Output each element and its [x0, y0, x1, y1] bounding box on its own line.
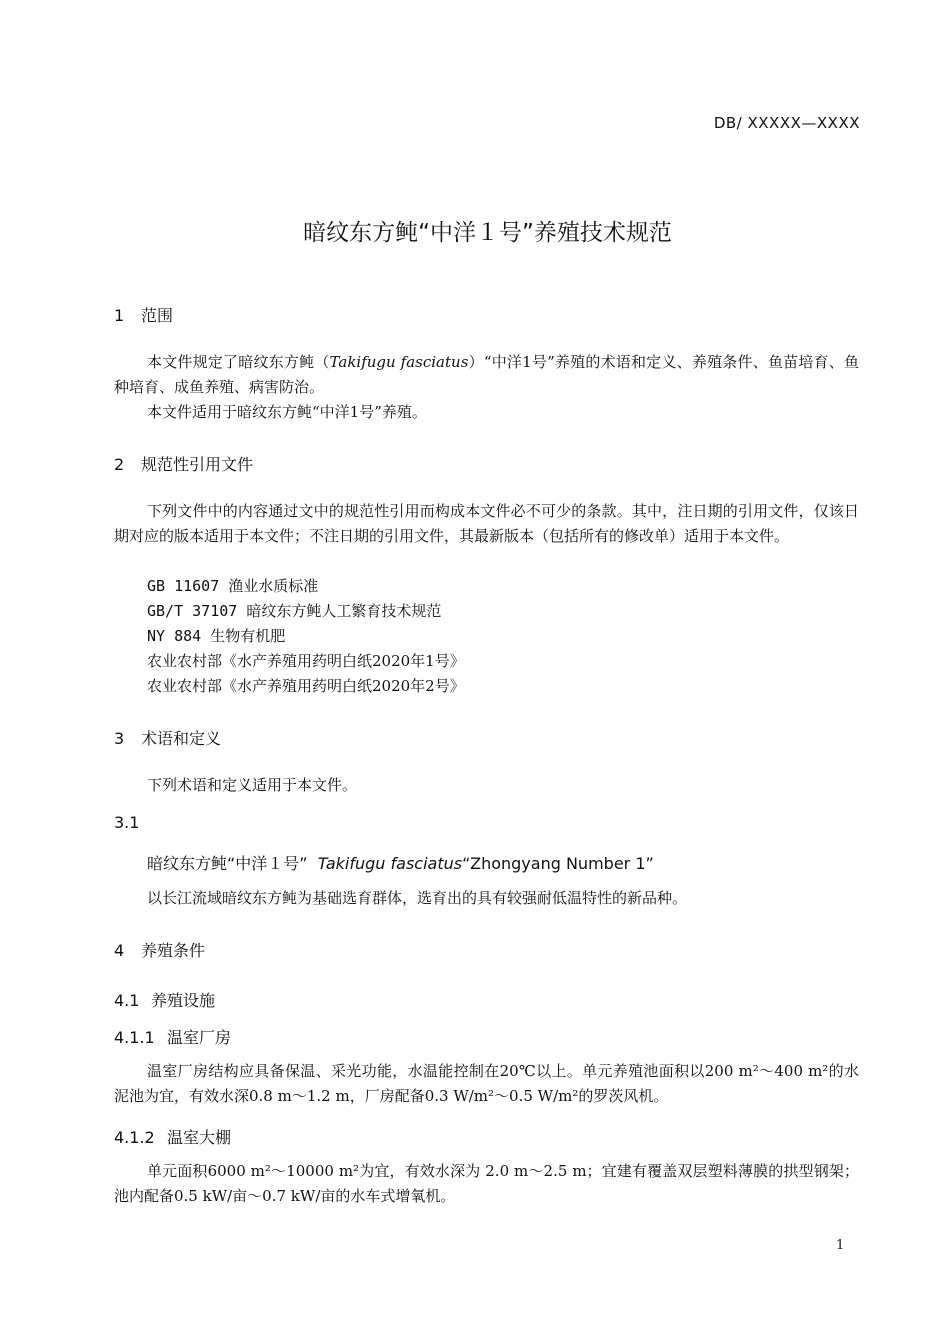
- section-4-1-2-heading: [114, 1125, 231, 1148]
- reference-item: 农业农村部《水产养殖用药明白纸2020年2号》: [147, 677, 465, 695]
- terms-intro: 下列术语和定义适用于本文件。: [147, 776, 358, 794]
- section-1-heading: [114, 303, 173, 326]
- section-number: 4.1: [114, 991, 140, 1010]
- document-code: DB/ XXXXX—XXXX: [713, 114, 860, 132]
- document-title: 暗纹东方鲀“中洋１号”养殖技术规范: [303, 220, 672, 246]
- section-number: 4.1.2: [114, 1128, 155, 1147]
- section-4-1-1-heading: [114, 1025, 231, 1048]
- scope-paragraph: [114, 350, 859, 400]
- section-title: 规范性引用文件: [141, 455, 254, 474]
- scope-applicability: 本文件适用于暗纹东方鲀“中洋1号”养殖。: [147, 403, 427, 421]
- section-title: 术语和定义: [141, 729, 222, 748]
- section-number: 4: [114, 941, 125, 960]
- normative-references-paragraph: 下列文件中的内容通过文中的规范性引用而构成本文件必不可少的条款。其中，注日期的引用文件，仅该日期对应的版本适用于本文件；不注日期的引用文件，其最新版本（包括所有的修改单）适用于本文件。: [114, 502, 859, 545]
- section-title: 养殖条件: [141, 941, 206, 960]
- greenhouse-shed-paragraph: 单元面积6000 m²～10000 m²为宜，有效水深为 2.0 m～2.5 m；宜建有覆盖双层塑料薄膜的拱型钢架；池内配备0.5 kW/亩～0.7 kW/亩的水车式增氧机。: [114, 1162, 859, 1205]
- section-number: 3: [114, 729, 125, 748]
- reference-item: GB 11607 渔业水质标准: [147, 577, 319, 595]
- term-entry: [147, 851, 654, 874]
- section-title: 温室厂房: [167, 1028, 232, 1047]
- term-english: “Zhongyang Number 1”: [462, 854, 654, 873]
- term-latin: Takifugu fasciatus: [317, 854, 463, 873]
- section-4-heading: [114, 938, 205, 961]
- reference-item: NY 884 生物有机肥: [147, 627, 286, 645]
- section-title: 养殖设施: [151, 991, 216, 1010]
- section-title: 温室大棚: [167, 1128, 232, 1147]
- section-4-1-heading: [114, 988, 215, 1011]
- section-number: 4.1.1: [114, 1028, 155, 1047]
- section-number: 2: [114, 455, 125, 474]
- reference-item: 农业农村部《水产养殖用药明白纸2020年1号》: [147, 652, 465, 670]
- scope-text-b: ）“中洋1号”养殖的术语和定义、养殖条件、鱼苗培育、鱼种培育、成鱼养殖、病害防治。: [114, 353, 859, 396]
- term-definition: 以长江流域暗纹东方鲀为基础选育群体，选育出的具有较强耐低温特性的新品种。: [147, 889, 688, 907]
- page-number: 1: [836, 1238, 845, 1253]
- section-3-heading: [114, 726, 221, 749]
- reference-item: GB/T 37107 暗纹东方鲀人工繁育技术规范: [147, 602, 442, 620]
- scope-text-a: 本文件规定了暗纹东方鲀（: [147, 353, 330, 371]
- term-chinese: 暗纹东方鲀“中洋１号”: [147, 854, 308, 873]
- greenhouse-factory-paragraph: 温室厂房结构应具备保温、采光功能，水温能控制在20℃以上。单元养殖池面积以200 m²～400 m²的水泥池为宜，有效水深0.8 m～1.2 m，厂房配备0.3 W/m²～0.5 W/m²的罗茨风机。: [114, 1062, 859, 1105]
- scope-latin-name: Takifugu fasciatus: [329, 353, 469, 371]
- section-2-heading: [114, 452, 253, 475]
- section-number: 1: [114, 306, 125, 325]
- section-title: 范围: [141, 306, 174, 325]
- term-number: 3.1: [114, 813, 140, 832]
